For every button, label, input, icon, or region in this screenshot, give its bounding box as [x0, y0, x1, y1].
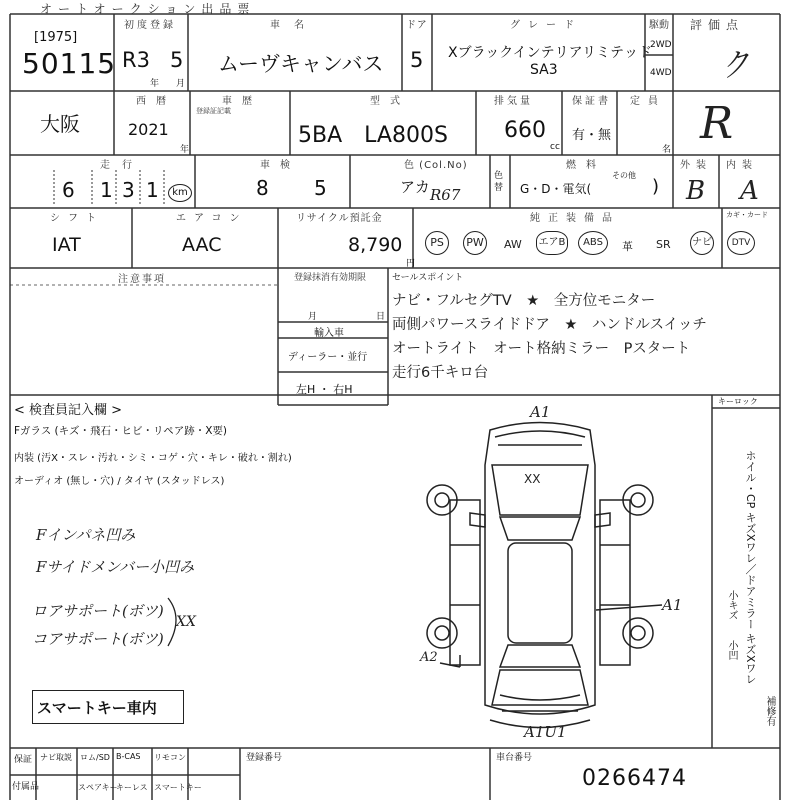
mark-hood-xx: XX [524, 472, 541, 486]
recycle: 8,790 [348, 234, 403, 256]
chassis-label: 車台番号 [496, 753, 533, 763]
legend-vertical: ホイル・CP キズXワレ／ドアミラー キズXワレ [744, 450, 757, 685]
hw-note-4: コアサポート(ボツ) [32, 630, 164, 648]
doors: 5 [410, 48, 424, 72]
score-handwritten: R [700, 98, 734, 149]
shaken-month: 5 [314, 176, 327, 200]
cc-unit: cc [550, 142, 560, 152]
mark-front-a1: A1 [530, 403, 551, 421]
smart-key-box [32, 690, 184, 724]
capacity-label: 定員 [630, 96, 666, 107]
equip-label: 純正装備品 [530, 213, 620, 224]
color-label: 色 (Col.No) [404, 160, 468, 171]
first-reg-month: 5 [170, 48, 184, 72]
exterior-label: 外装 [680, 160, 712, 171]
equip-aw: AW [504, 238, 522, 251]
hw-note-1: Fインパネ凹み [36, 526, 136, 544]
car-name: ムーヴキャンバス [218, 52, 384, 76]
model: 5BA LA800S [298, 123, 448, 148]
year: 2021 [128, 120, 169, 139]
color: アカ [400, 178, 430, 196]
equip-airbag: エアB [536, 231, 568, 255]
mileage-digit-1: 6 [62, 178, 75, 202]
region: 大阪 [40, 112, 80, 136]
warranty-label: 保証書 [572, 96, 611, 107]
cc-label: 排気量 [494, 96, 533, 107]
reg-day: 日 [376, 312, 386, 322]
fuel-options: G・D・電気( [520, 182, 592, 196]
selling-label: セールスポイント [392, 273, 464, 283]
ac-label: エアコン [176, 213, 248, 224]
mileage-label: 走行 [100, 160, 144, 171]
model-label: 型式 [370, 96, 410, 107]
mark-rear-a1u1: A1U1 [524, 723, 567, 741]
capacity-unit: 名 [662, 145, 672, 155]
equip-sr: SR [656, 238, 671, 251]
shaken-label: 車検 [260, 160, 300, 171]
interior-grade: A [740, 176, 759, 206]
registration-label: 登録抹消有効期限 [294, 273, 367, 283]
footer-rom-sd: ロム/SD [80, 753, 110, 762]
smart-key-note: スマートキー車内 [37, 699, 157, 717]
legend-extra-2: 小凹 [726, 640, 737, 660]
score-label: 評価点 [690, 18, 745, 32]
caution-label: 注意事項 [118, 274, 166, 285]
km-unit-circled: km [168, 184, 192, 202]
exterior-grade: B [686, 176, 706, 206]
footer-remote: リモコン [154, 753, 186, 762]
equip-pw: PW [463, 231, 487, 255]
footer-smart-key: スマートキー [154, 783, 202, 792]
car-name-label: 車名 [270, 20, 318, 31]
car-diagram [420, 403, 683, 745]
footer-spare-key: スペアキー [78, 783, 118, 792]
first-reg-era: R3 [122, 48, 150, 72]
color-code-handwritten: R67 [430, 186, 461, 204]
dealer-label: ディーラー・並行 [288, 352, 368, 363]
selling-point-4: 走行6千キロ台 [392, 365, 489, 381]
shift: IAT [52, 234, 81, 256]
reg-number-label: 登録番号 [246, 753, 283, 763]
mileage-digit-2: 1 [100, 178, 113, 202]
footer-navi-manual: ナビ取説 [40, 753, 72, 762]
cc: 660 [504, 118, 546, 143]
glass-note: Fガラス (キズ・飛石・ヒビ・リペア跡・X要) [14, 425, 228, 437]
footer-keyless: キーレス [116, 783, 148, 792]
year-label: 西暦 [136, 96, 176, 107]
drive-2wd: 2WD [650, 40, 672, 50]
warranty: 有・無 [572, 128, 612, 143]
equip-abs: ABS [578, 231, 608, 255]
score-handwritten-top: ク [717, 45, 754, 86]
ac: AAC [182, 234, 222, 256]
reg-month: 月 [308, 312, 318, 322]
equip-navi: ナビ [690, 231, 714, 255]
lot-number: 50115 [22, 47, 117, 80]
hw-nn-mark: XX [176, 614, 196, 630]
doors-label: ドア [406, 20, 428, 31]
color-change-label: 色替 [494, 171, 504, 193]
mileage-digit-4: 1 [146, 178, 159, 202]
steering: 左H ・ 右H [296, 383, 353, 396]
fuel-close-paren: ) [652, 176, 660, 197]
shaken-year: 8 [256, 176, 269, 200]
mileage-digit-3: 3 [122, 178, 135, 202]
fuel-other: その他 [612, 171, 636, 180]
selling-point-1: ナビ・フルセグTV ★ 全方位モニター [392, 293, 656, 309]
footer-bcas: B-CAS [116, 752, 141, 761]
recycle-label: リサイクル預託金 [296, 213, 383, 224]
history-sub: 登録証記載 [196, 107, 231, 115]
fuel-label: 燃料 [566, 160, 606, 171]
equip-ps: PS [425, 231, 449, 255]
chassis-number: 0266474 [582, 766, 687, 791]
legend-extra-1: 小キズ [726, 590, 737, 620]
drive-label: 駆動 [649, 20, 669, 31]
inspection-title: < 検査員記入欄 > [14, 403, 123, 418]
selling-point-2: 両側パワースライドドア ★ ハンドルスイッチ [392, 317, 707, 333]
shift-label: シフト [50, 213, 104, 224]
first-reg-label: 初度登録 [124, 20, 176, 31]
key-label: カギ・カード [726, 211, 768, 219]
grade-line1: Xブラックインテリアリミテッド [448, 45, 653, 61]
equip-leather: 革 [622, 240, 633, 253]
first-reg-year-unit: 年 [150, 79, 160, 89]
lot-code: [1975] [34, 30, 78, 45]
first-reg-month-unit: 月 [176, 79, 186, 89]
footer-row1-label: 保証 [14, 755, 33, 765]
sheet-title: オートオークション出品票 [40, 2, 256, 16]
grade-line2: SA3 [530, 62, 558, 78]
key-lock-label: キーロック [718, 397, 758, 406]
hw-note-3: ロアサポート(ボツ) [32, 602, 164, 620]
history-label: 車歴 [222, 96, 262, 107]
drive-4wd: 4WD [650, 68, 672, 78]
legend-extra-3: 補修有 [764, 696, 775, 726]
grade-label: グレード [510, 20, 582, 31]
import-label: 輸入車 [314, 328, 344, 339]
mark-left-a2: A2 [420, 650, 438, 665]
recycle-unit: 円 [406, 259, 416, 269]
audio-note: オーディオ (無し・穴) / タイヤ (スタッドレス) [14, 476, 225, 487]
mark-right-a1: A1 [662, 596, 683, 614]
selling-point-3: オートライト オート格納ミラー Pスタート [392, 341, 691, 357]
interior-label: 内装 [726, 160, 758, 171]
year-unit: 年 [180, 145, 190, 155]
interior-note: 内装 (汚X・スレ・汚れ・シミ・コゲ・穴・キレ・破れ・割れ) [14, 453, 292, 464]
hw-note-2: Fサイドメンバー小凹み [36, 558, 195, 576]
footer-row2-label: 付属品 [12, 782, 40, 792]
equip-dtv: DTV [727, 231, 755, 255]
